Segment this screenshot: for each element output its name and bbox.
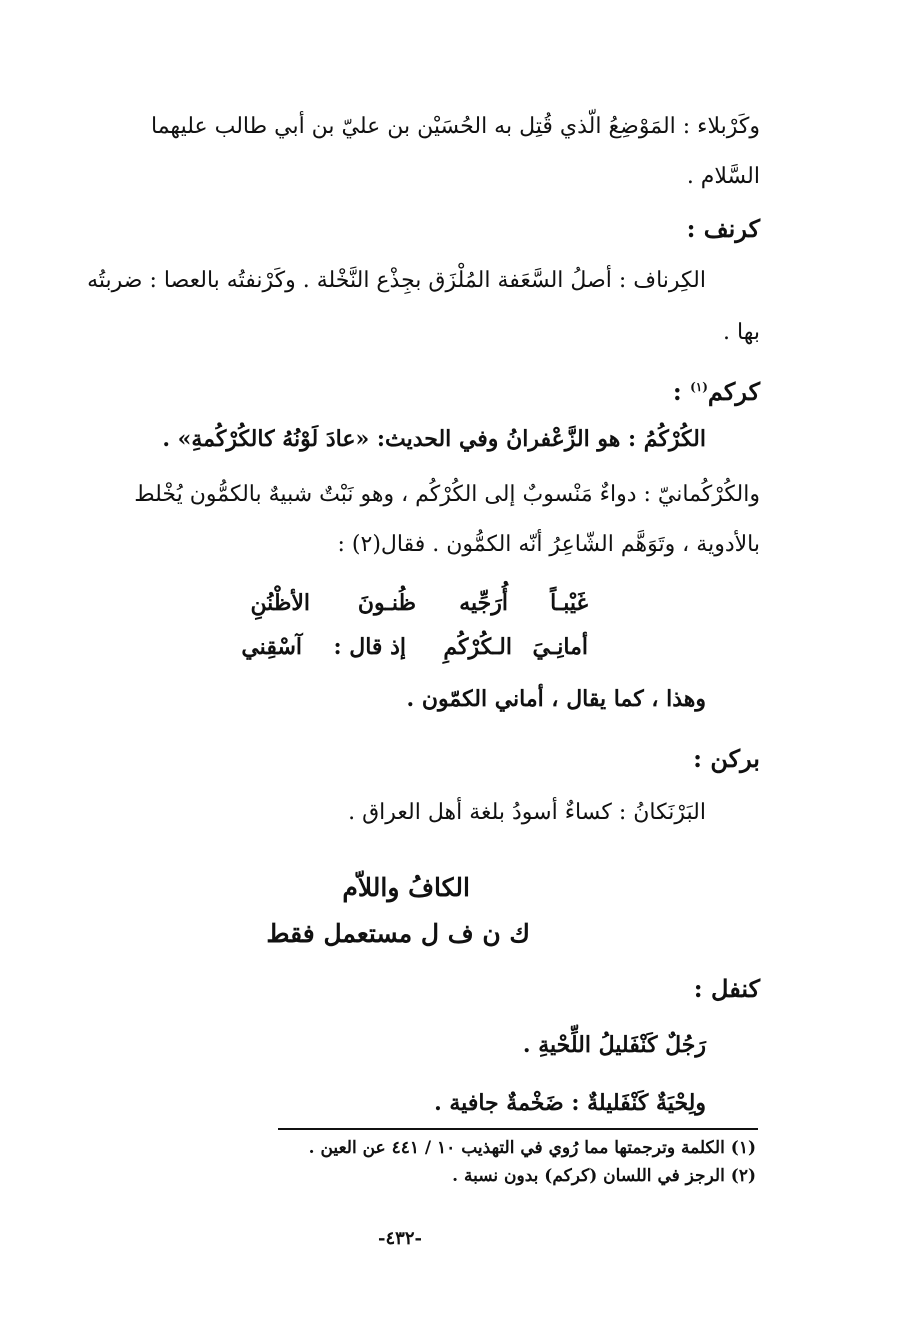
kurkum-line: الكُرْكُمُ : هو الزَّعْفرانُ وفي الحديث: «عادَ لَوْنُهُ كالكُرْكُمةِ» . — [162, 426, 706, 452]
kurkumani-line-1: والكُرْكُمانيّ : دواءٌ مَنْسوبٌ إلى الكُرْكُم ، وهو نَبْتٌ شبيهٌ بالكمُّون يُخْلط — [134, 482, 760, 507]
heading-krnf: كرنف : — [686, 214, 760, 243]
heading-krkm — [673, 372, 760, 407]
lihya-line: ولِحْيَةٌ كَنْفَليلةٌ : ضَخْمةٌ جافية . — [434, 1090, 706, 1116]
verse-2-word-4: آسْقِني — [241, 634, 302, 660]
section-subtitle: ك ن ف ل مستعمل فقط — [266, 919, 530, 948]
karbala-line-1: وكَرْبلاء : المَوْضِعُ الّذي قُتِل به الحُسَيْن بن عليّ بن أبي طالب عليهما — [151, 114, 760, 139]
verse-1-word-3: ظُنـونَ — [357, 590, 416, 616]
verse-1-word-1: غَيْبـاً — [550, 590, 588, 616]
barnakan-line: البَرْنَكانُ : كساءٌ أسودُ بلغة أهل العراق . — [348, 800, 706, 825]
footnote-1: (١) الكلمة وترجمتها مما رُوي في التهذيب ١٠ / ٤٤١ عن العين . — [308, 1138, 756, 1158]
rajul-line: رَجُلٌ كَنْفَليلُ اللِّحْيةِ . — [522, 1032, 706, 1058]
footnote-ref-1: (١) — [690, 380, 708, 394]
section-title: الكافُ واللاّم — [342, 873, 470, 902]
verse-1-word-2: أُرَجِّيه — [459, 590, 508, 616]
verse-2-word-2: الـكُرْكُمِ — [443, 634, 512, 660]
footnote-2: (٢) الرجز في اللسان (كركم) بدون نسبة . — [452, 1166, 756, 1186]
kurkumani-line-2: بالأدوية ، وتَوَهَّم الشّاعِرُ أنّه الكمُّون . فقال(٢) : — [337, 532, 760, 557]
verse-1-word-4: الأظْنُنِ — [250, 590, 310, 616]
heading-knfl: كنفل : — [693, 974, 760, 1003]
karbala-line-2: السَّلام . — [686, 164, 760, 189]
verse-2-word-3: إذ قال : — [333, 634, 406, 660]
hadha-line: وهذا ، كما يقال ، أماني الكمّون . — [406, 686, 706, 712]
kirnaf-line-1: الكِرناف : أصلُ السَّعَفة المُلْزَق بجِذْع النَّخْلة . وكَرْنفتُه بالعصا : ضربتُه — [87, 268, 706, 293]
heading-krkm-colon: : — [672, 377, 682, 406]
verse-2-word-1: أمانِـيَ — [532, 634, 588, 660]
page-number: -٤٣٢- — [378, 1228, 422, 1249]
heading-brkn: بركن : — [693, 744, 760, 773]
heading-krkm-word: كركم — [707, 377, 760, 406]
kirnaf-line-2: بها . — [723, 320, 760, 345]
footnote-separator — [278, 1128, 758, 1130]
